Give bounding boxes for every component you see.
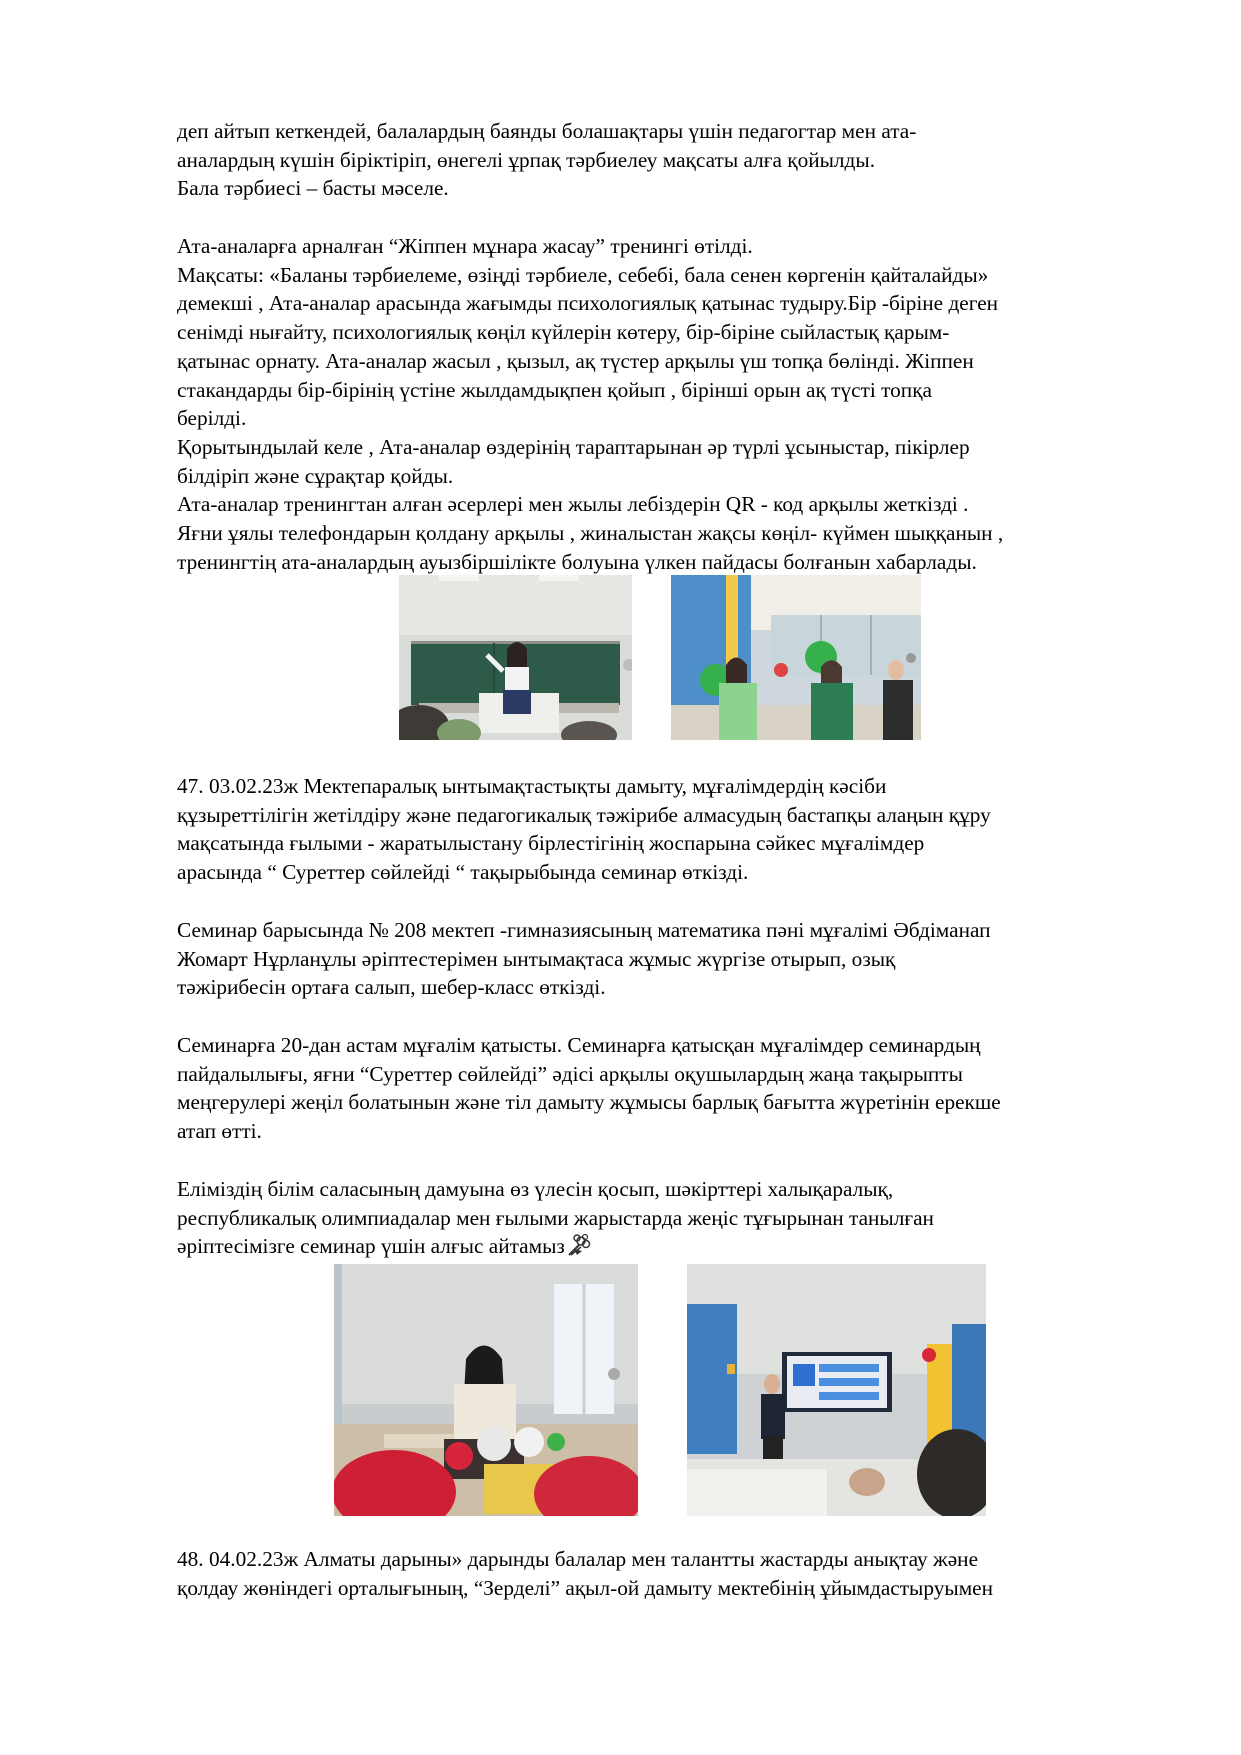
paragraph-thanks [177, 1175, 1162, 1261]
text-line: стакандарды бір-бірінің үстіне жылдамдықпен қойып , бірінші орын ақ түсті топқа [177, 377, 932, 402]
text-line: атап өтті. [177, 1119, 262, 1144]
text-line: Мақсаты: «Баланы тәрбиелеме, өзіңді тәрбиеле, себебі, бала сенен көргенін қайталайды» [177, 262, 989, 287]
text-line: қолдау жөніндегі орталығының, “Зерделі” ақыл-ой дамыту мектебінің ұйымдастыруымен [177, 1575, 994, 1600]
photo-teacher-balloons [334, 1264, 638, 1516]
text-line: деп айтып кеткендей, балалардың баянды болашақтары үшін педагогтар мен ата- [177, 119, 917, 143]
text-line: Ата-аналарға арналған “Жіппен мұнара жасау” тренингі өтілді. [177, 234, 753, 258]
text-line: Еліміздің білім саласының дамуына өз үлесін қосып, шәкірттері халықаралық, [177, 1177, 894, 1201]
text-line: құзыреттілігін жетілдіру және педагогикалық тәжірибе алмасудың бастапқы алаңын құру [177, 802, 991, 827]
paragraph-intro [177, 117, 1162, 203]
paragraph-master-class [177, 916, 1162, 1002]
text-line: Қорытындылай келе , Ата-аналар өздерінің тараптарынан әр түрлі ұсыныстар, пікірлер [177, 434, 970, 459]
text-line: тәжірибесін ортаға салып, шебер-класс өткізді. [177, 975, 606, 1000]
text-line: 48. 04.02.23ж Алматы дарыны» дарынды балалар мен талантты жастарды анықтау және [177, 1547, 979, 1571]
text-line: 47. 03.02.23ж Мектепаралық ынтымақтастықты дамыту, мұғалімдердің кәсіби [177, 774, 887, 798]
photo-presenter-screen [687, 1264, 986, 1516]
text-line: республикалық олимпиадалар мен ғылыми жарыстарда жеңіс тұғырынан танылған [177, 1205, 934, 1230]
text-line: Ата-аналар тренингтан алған әсерлері мен жылы лебіздерін QR - код арқылы жеткізді . [177, 492, 969, 517]
paragraph-item-47 [177, 772, 1162, 887]
paragraph-participants [177, 1031, 1162, 1146]
bouquet-icon [565, 1233, 591, 1257]
text-line: Бала тәрбиесі – басты мәселе. [177, 176, 449, 201]
text-line: білдіріп және сұрақтар қойды. [177, 463, 454, 488]
text-line: демекші , Ата-аналар арасында жағымды психологиялық қатынас тудыру.Бір -біріне деген [177, 291, 999, 316]
text-line: меңгерулері жеңіл болатынын және тіл дамыту жұмысы барлық бағытта жүретінін ерекше [177, 1090, 1001, 1115]
paragraph-item-48 [177, 1545, 1162, 1602]
text-line: аналардың күшін біріктіріп, өнегелі ұрпақ тәрбиелеу мақсаты алға қойылды. [177, 147, 876, 172]
text-line: пайдалылығы, яғни “Суреттер сөйлейді” әдісі арқылы оқушылардың жаңа тақырыпты [177, 1061, 963, 1086]
photo-parents-balloons [671, 575, 921, 740]
text-line: Жомарт Нұрланұлы әріптестерімен ынтымақтаса жұмыс жүргізе отырып, озық [177, 946, 896, 971]
text-line: қатынас орнату. Ата-аналар жасыл , қызыл, ақ түстер арқылы үш топқа бөлінді. Жіппен [177, 348, 974, 373]
text-span: әріптесімізге семинар үшін алғыс айтамыз [177, 1234, 565, 1259]
text-line [177, 1232, 1162, 1261]
text-line: арасында “ Суреттер сөйлейді “ тақырыбында семинар өткізді. [177, 860, 749, 885]
text-line: мақсатында ғылыми - жаратылыстану бірлестігінің жоспарына сәйкес мұғалімдер [177, 831, 925, 856]
text-line: сенімді нығайту, психологиялық көңіл күйлерін көтеру, бір-біріне сыйластық қарым- [177, 320, 950, 345]
photo-teacher-blackboard [399, 575, 632, 740]
text-line: берілді. [177, 406, 247, 431]
paragraph-training [177, 232, 1162, 576]
text-line: Семинарға 20-дан астам мұғалім қатысты. Семинарға қатысқан мұғалімдер семинардың [177, 1033, 981, 1057]
text-line: тренингтің ата-аналардың ауызбіршілікте болуына үлкен пайдасы болғанын хабарлады. [177, 549, 977, 574]
text-line: Семинар барысында № 208 мектеп -гимназиясының математика пәні мұғалімі Әбдіманап [177, 918, 991, 942]
text-line: Яғни ұялы телефондарын қолдану арқылы , жиналыстан жақсы көңіл- күймен шыққанын , [177, 521, 1004, 546]
